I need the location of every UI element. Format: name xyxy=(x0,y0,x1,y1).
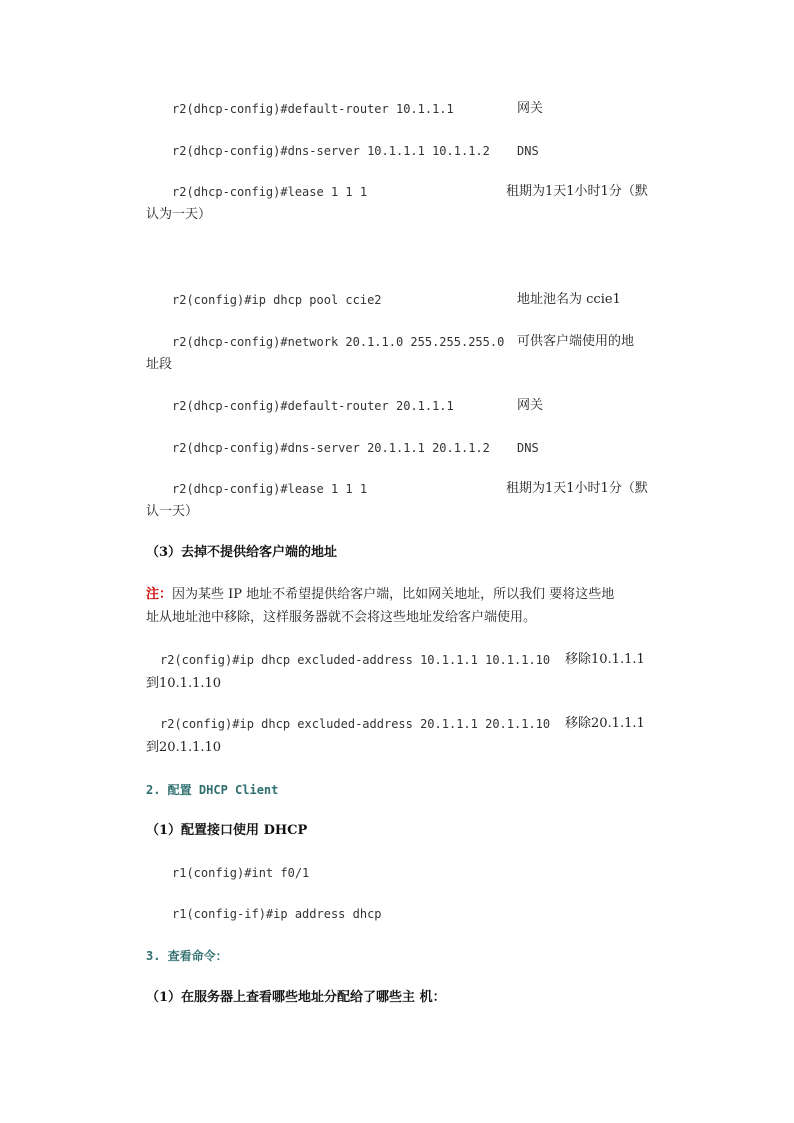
note-gateway-1: 网关 xyxy=(517,101,544,116)
note-lease-1: 租期为1天1小时1分（默 xyxy=(506,184,648,199)
cmd-default-router-2: r2(dhcp-config)#default-router 20.1.1.1 xyxy=(172,399,454,413)
heading-interface-dhcp: （1）配置接口使用 DHCP xyxy=(146,823,308,838)
heading-remove-addresses: （3）去掉不提供给客户端的地址 xyxy=(146,545,338,560)
cmd-dns-server-2: r2(dhcp-config)#dns-server 20.1.1.1 20.1.1.2 xyxy=(172,441,490,455)
note-paragraph-line1 xyxy=(146,587,614,603)
note-excluded-2-wrap: 到20.1.1.10 xyxy=(146,740,222,755)
heading-view-bindings: （1）在服务器上查看哪些地址分配给了哪些主 机： xyxy=(146,990,446,1005)
note-dns-2: DNS xyxy=(517,441,539,455)
cmd-lease-1: r2(dhcp-config)#lease 1 1 1 xyxy=(172,185,368,199)
note-network: 可供客户端使用的地 xyxy=(517,334,635,349)
note-lease-1-wrap: 认为一天） xyxy=(146,207,212,222)
cmd-int-f0-1: r1(config)#int f0/1 xyxy=(172,866,310,880)
cmd-dhcp-pool: r2(config)#ip dhcp pool ccie2 xyxy=(172,293,382,307)
cmd-default-router-1: r2(dhcp-config)#default-router 10.1.1.1 xyxy=(172,102,454,116)
note-excluded-2: 移除20.1.1.1 xyxy=(565,716,645,731)
note-paragraph-line2: 址从地址池中移除，这样服务器就不会将这些地址发给客户端使用。 xyxy=(146,610,537,625)
note-label: 注： xyxy=(146,587,173,602)
cmd-lease-2: r2(dhcp-config)#lease 1 1 1 xyxy=(172,482,368,496)
section-2-heading: 2. 配置 DHCP Client xyxy=(146,783,279,797)
note-dns-1: DNS xyxy=(517,144,539,158)
cmd-excluded-1: r2(config)#ip dhcp excluded-address 10.1.1.1 10.1.1.10 xyxy=(160,653,551,667)
note-lease-2-wrap: 认一天） xyxy=(146,504,199,519)
note-excluded-1-wrap: 到10.1.1.10 xyxy=(146,676,222,691)
note-lease-2: 租期为1天1小时1分（默 xyxy=(506,481,648,496)
note-gateway-2: 网关 xyxy=(517,398,544,413)
note-network-wrap: 址段 xyxy=(146,357,173,372)
cmd-network: r2(dhcp-config)#network 20.1.1.0 255.255.255.0 xyxy=(172,335,505,349)
cmd-ip-address-dhcp: r1(config-if)#ip address dhcp xyxy=(172,907,382,921)
section-3-heading: 3. 查看命令： xyxy=(146,949,228,963)
note-pool-name: 地址池名为 ccie1 xyxy=(517,292,621,307)
note-text-1: 因为某些 IP 地址不希望提供给客户端，比如网关地址，所以我们 要将这些地 xyxy=(172,587,615,602)
cmd-excluded-2: r2(config)#ip dhcp excluded-address 20.1.1.1 20.1.1.10 xyxy=(160,717,551,731)
cmd-dns-server-1: r2(dhcp-config)#dns-server 10.1.1.1 10.1.1.2 xyxy=(172,144,490,158)
note-excluded-1: 移除10.1.1.1 xyxy=(565,652,645,667)
